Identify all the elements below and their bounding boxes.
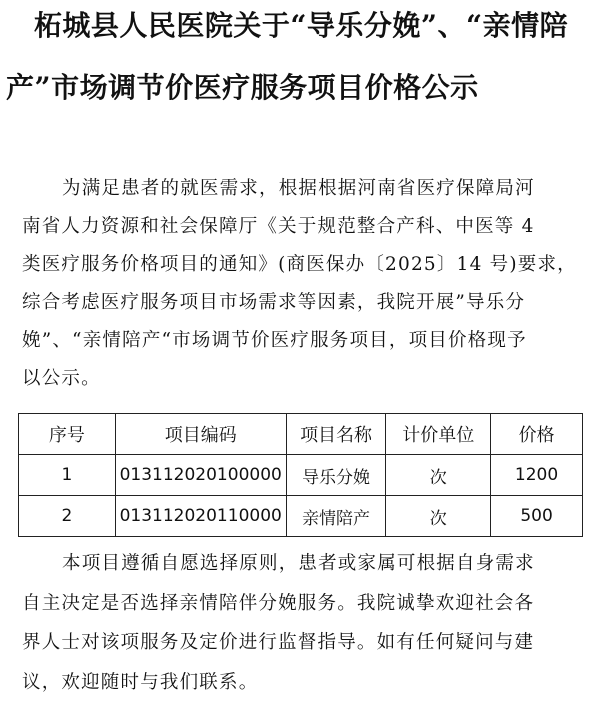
cell-code: 013112020100000 bbox=[115, 455, 286, 496]
closing-line: 本项目遵循自愿选择原则，患者或家属可根据自身需求 bbox=[62, 553, 535, 574]
intro-line: 以公示。 bbox=[22, 368, 101, 389]
header-price: 价格 bbox=[491, 414, 583, 455]
intro-line: 南省人力资源和社会保障厅《关于规范整合产科、中医等 4 bbox=[22, 216, 535, 237]
header-seq: 序号 bbox=[19, 414, 116, 455]
closing-line: 议，欢迎随时与我们联系。 bbox=[22, 672, 259, 693]
intro-line: 类医疗服务价格项目的通知》(商医保办〔2025〕14 号)要求， bbox=[22, 254, 577, 275]
cell-unit: 次 bbox=[386, 455, 491, 496]
cell-seq: 2 bbox=[19, 496, 116, 537]
cell-name: 导乐分娩 bbox=[286, 455, 386, 496]
table-header-row bbox=[19, 414, 583, 455]
header-unit: 计价单位 bbox=[386, 414, 491, 455]
cell-seq: 1 bbox=[19, 455, 116, 496]
intro-line: 娩”、“亲情陪产“市场调节价医疗服务项目，项目价格现予 bbox=[22, 330, 527, 351]
price-table bbox=[18, 413, 583, 537]
table-row bbox=[19, 496, 583, 537]
title-line-1: 柘城县人民医院关于“导乐分娩”、“亲情陪 bbox=[33, 9, 569, 42]
cell-price: 500 bbox=[491, 496, 583, 537]
closing-line: 自主决定是否选择亲情陪伴分娩服务。我院诚挚欢迎社会各 bbox=[22, 593, 535, 614]
cell-price: 1200 bbox=[491, 455, 583, 496]
header-name: 项目名称 bbox=[286, 414, 386, 455]
table-row bbox=[19, 455, 583, 496]
cell-name: 亲情陪产 bbox=[286, 496, 386, 537]
intro-line: 为满足患者的就医需求，根据根据河南省医疗保障局河 bbox=[62, 178, 535, 199]
header-code: 项目编码 bbox=[115, 414, 286, 455]
intro-line: 综合考虑医疗服务项目市场需求等因素，我院开展”导乐分 bbox=[22, 292, 526, 313]
cell-code: 013112020110000 bbox=[115, 496, 286, 537]
title-line-2: 产”市场调节价医疗服务项目价格公示 bbox=[6, 71, 479, 104]
closing-line: 界人士对该项服务及定价进行监督指导。如有任何疑问与建 bbox=[22, 632, 535, 653]
cell-unit: 次 bbox=[386, 496, 491, 537]
